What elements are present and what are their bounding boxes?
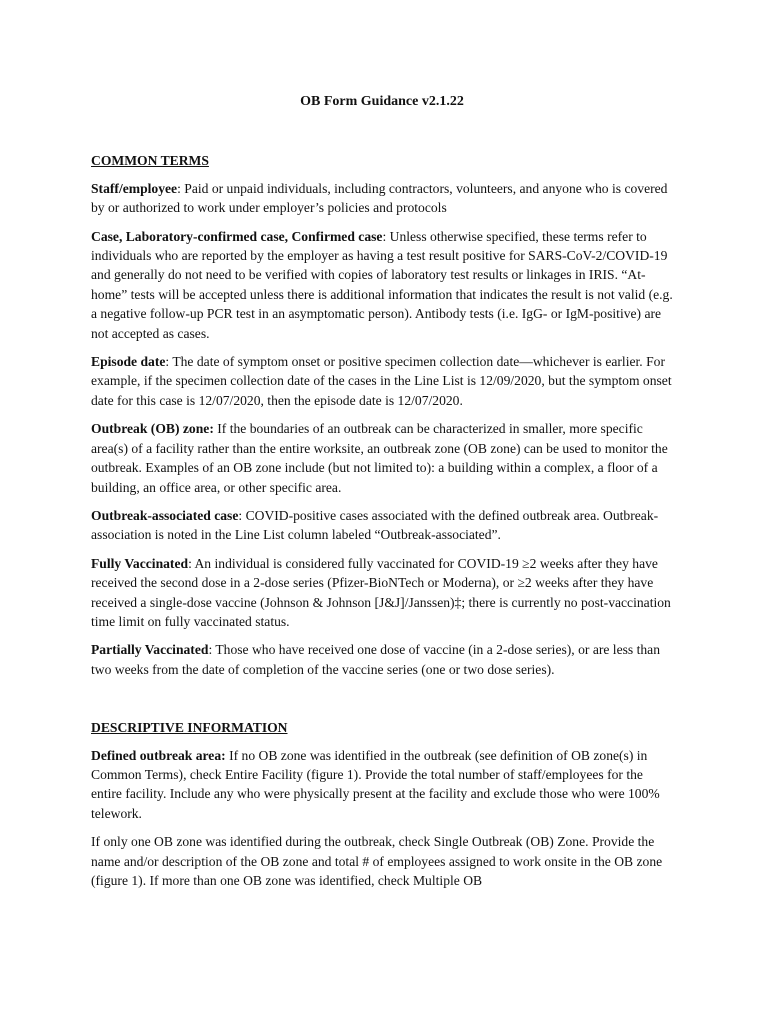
term-definition: : The date of symptom onset or positive specimen collection date—whichever is earlier. For example, if the specimen collection date of the cases in the Line List is 12/09/2020, but the symptom onset date for this case is 12/07/2020, then the episode date is 12/07/2020. — [91, 354, 672, 408]
term-definition: If the boundaries of an outbreak can be characterized in smaller, more specific area(s) of a facility rather than the entire worksite, an outbreak zone (OB zone) can be used to monitor the outbreak. Examples of an OB zone include (but not limited to): a building within a complex, a floor of a building, an office area, or other specific area. — [91, 421, 668, 495]
paragraph-single-ob-zone — [91, 832, 673, 890]
section-spacer — [91, 688, 673, 718]
body-text: If only one OB zone was identified during the outbreak, check Single Outbreak (OB) Zone. Provide the name and/or description of the OB zone and total # of employees assigned to work onsite in the OB zone (figure 1). If more than one OB zone was identified, check Multiple OB — [91, 834, 663, 888]
paragraph-confirmed-case — [91, 227, 673, 343]
paragraph-staff-employee — [91, 179, 673, 218]
term-definition: If no OB zone was identified in the outbreak (see definition of OB zone(s) in Common Terms), check Entire Facility (figure 1). Provide the total number of staff/employees for the entire facility. Include any who were physically present at the facility and exclude those who were 100% telework. — [91, 747, 660, 821]
paragraph-episode-date — [91, 352, 673, 410]
document-page — [91, 92, 673, 899]
term-label: Episode date — [91, 354, 166, 370]
term-label: Fully Vaccinated — [91, 555, 189, 571]
term-label: Partially Vaccinated — [91, 642, 209, 658]
paragraph-defined-outbreak-area — [91, 746, 673, 824]
section-common-terms — [91, 151, 673, 679]
term-definition: : COVID-positive cases associated with the defined outbreak area. Outbreak-association is noted in the Line List column labeled “Outbreak-associated”. — [91, 507, 659, 543]
term-label: Outbreak-associated case — [91, 507, 239, 523]
term-label: Outbreak (OB) zone: — [91, 421, 214, 437]
paragraph-outbreak-zone — [91, 419, 673, 497]
section-descriptive-information — [91, 718, 673, 890]
paragraph-outbreak-associated-case — [91, 506, 673, 545]
term-label: Defined outbreak area: — [91, 747, 226, 763]
term-definition: : Unless otherwise specified, these terms refer to individuals who are reported by the employer as having a test result positive for SARS-CoV-2/COVID-19 and generally do not need to be verified with copies of laboratory test results or linkages in IRIS. “At-home” tests will be accepted unless there is additional information that indicates the result is not valid (e.g. a negative follow-up PCR test in an asymptomatic person). Antibody tests (i.e. IgG- or IgM-positive) are not accepted as cases. — [91, 228, 673, 341]
document-title: OB Form Guidance v2.1.22 — [300, 94, 464, 109]
paragraph-partially-vaccinated — [91, 640, 673, 679]
term-label: Case, Laboratory-confirmed case, Confirmed case — [91, 228, 383, 244]
paragraph-fully-vaccinated — [91, 554, 673, 632]
section-heading: COMMON TERMS — [91, 153, 209, 169]
term-definition: : An individual is considered fully vaccinated for COVID-19 ≥2 weeks after they have received the second dose in a 2-dose series (Pfizer-BioNTech or Moderna), or ≥2 weeks after they have received a single-dose vaccine (Johnson & Johnson [J&J]/Janssen)‡; there is currently no post-vaccination time limit on fully vaccinated status. — [91, 555, 671, 629]
section-heading: DESCRIPTIVE INFORMATION — [91, 720, 288, 736]
term-label: Staff/employee — [91, 180, 178, 196]
term-definition: : Those who have received one dose of vaccine (in a 2-dose series), or are less than two weeks from the date of completion of the vaccine series (one or two dose series). — [91, 642, 661, 677]
term-definition: : Paid or unpaid individuals, including contractors, volunteers, and anyone who is covered by or authorized to work under employer’s policies and protocols — [91, 180, 668, 216]
